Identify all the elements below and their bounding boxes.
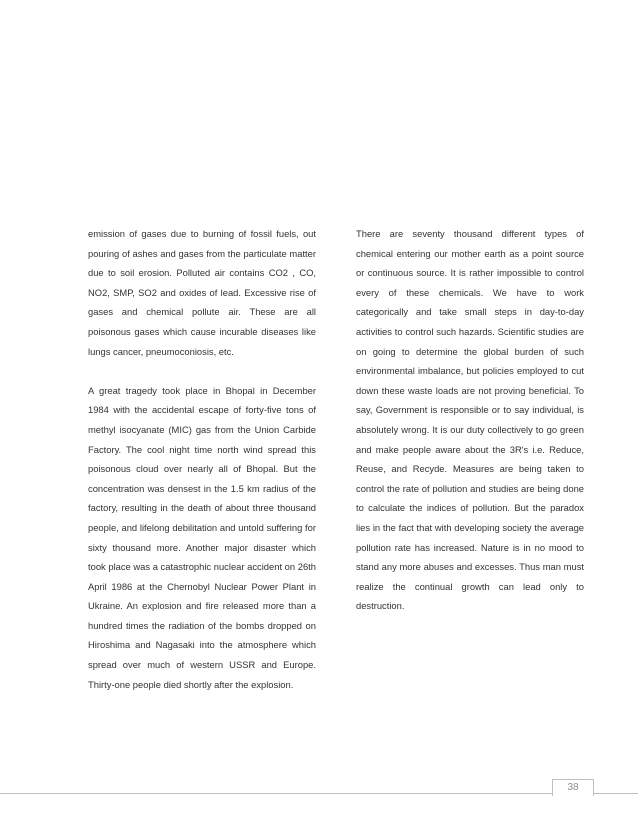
page-number: 38 <box>552 779 594 796</box>
footer-divider <box>0 793 638 794</box>
paragraph: A great tragedy took place in Bhopal in December 1984 with the accidental escape of forty-five tons of methyl isocyanate (MIC) gas from the Union Carbide Factory. The cool night time north wind spread this poisonous cloud over nearly all of Bhopal. But the concentration was densest in the 1.5 km radius of the factory, resulting in the death of about three thousand people, and lifelong debilitation and untold suffering for sixty thousand more. Another major disaster which took place was a catastrophic nuclear accident on 26th April 1986 at the Chernobyl Nuclear Power Plant in Ukraine. An explosion and fire released more than a hundred times the radiation of the bombs dropped on Hiroshima and Nagasaki into the atmosphere which spread over much of western USSR and Europe. Thirty-one people died shortly after the explosion. <box>88 384 316 690</box>
right-text-column <box>356 224 584 616</box>
paragraph: emission of gases due to burning of fossil fuels, out pouring of ashes and gases from the particulate matter due to soil erosion. Polluted air contains CO2 , CO, NO2, SMP, SO2 and oxides of lead. Excessive rise of gases and chemical pollute air. These are all poisonous gases which cause incurable diseases like lungs cancer, pneumoconiosis, etc. <box>88 228 316 357</box>
paragraph: There are seventy thousand different types of chemical entering our mother earth as a point source or continuous source. It is rather impossible to control every of these chemicals. We have to work categorically and take small steps in day-to-day activities to control such hazards. Scientific studies are on going to determine the global burden of such environmental imbalance, but policies employed to cut down these waste loads are not proving beneficial. To say, Government is responsible or to say individual, is absolutely wrong. It is our duty collectively to go green and make people aware about the 3R's i.e. Reduce, Reuse, and Recyde. Measures are being taken to control the rate of pollution and studies are being done to calculate the indices of pollution. But the paradox lies in the fact that with developing society the average pollution rate has increased. Nature is in no mood to stand any more abuses and excesses. Thus man must realize the continual growth can lead only to destruction. <box>356 228 584 612</box>
left-text-column <box>88 224 316 694</box>
